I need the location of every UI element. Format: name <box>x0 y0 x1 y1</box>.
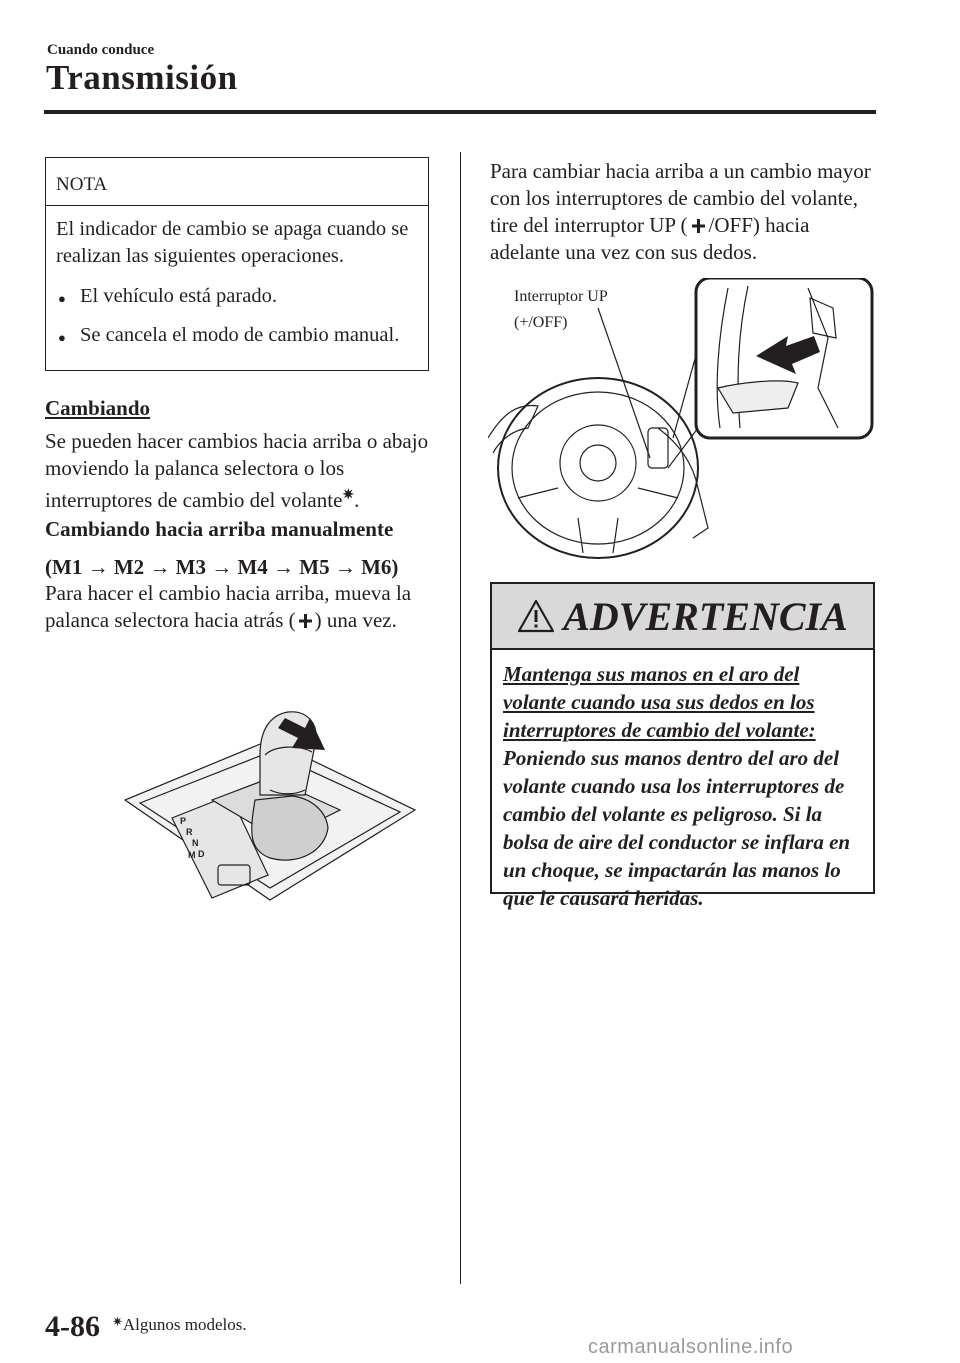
gear-selector-illustration <box>120 700 420 915</box>
plus-icon <box>299 614 312 628</box>
gear-letter: P <box>180 816 187 826</box>
gear-letter: M <box>188 850 196 860</box>
shift-text-end: ) una vez. <box>314 608 397 632</box>
gear-letter: D <box>198 849 205 859</box>
section-label: Cuando conduce <box>47 42 155 58</box>
note-heading: NOTA <box>46 158 428 206</box>
note-box <box>45 157 429 371</box>
note-bullet-text: Se cancela el modo de cambio manual. <box>80 324 400 346</box>
paddle-text: Para cambiar hacia arriba a un cambio mayor con los interruptores de cambio del volante, tire del interruptor UP ( <box>490 159 871 237</box>
column-divider <box>460 152 461 1284</box>
plus-icon <box>692 219 705 233</box>
footer-note-text: Algunos modelos. <box>122 1315 247 1334</box>
title-rule <box>44 110 876 114</box>
warning-box <box>490 582 875 910</box>
gear-letter: R <box>186 827 193 837</box>
warning-text: Poniendo sus manos dentro del aro del volante cuando usa los interruptores de cambio del volante es peligroso. Si la bolsa de aire del conductor se inflara en un choque, se impactarán las manos lo que le causará heridas. <box>503 746 851 910</box>
note-bullet <box>56 283 420 312</box>
watermark: carmanualsonline.info <box>588 1336 794 1358</box>
intro-paragraph <box>45 428 440 514</box>
steering-wheel-illustration <box>488 278 878 568</box>
note-bullet <box>56 322 420 351</box>
intro-end: . <box>354 488 360 512</box>
note-body <box>46 206 428 351</box>
paddle-paragraph <box>490 158 880 266</box>
warning-triangle-icon <box>517 599 555 633</box>
warning-underlined: Mantenga sus manos en el aro del volante cuando usa sus dedos en los interruptores de cambio del volante: <box>503 662 816 742</box>
bullet-dot-icon: ● <box>58 291 66 306</box>
page-number: 4-86 <box>45 1310 100 1343</box>
note-bullet-text: El vehículo está parado. <box>80 285 277 307</box>
subheading-manual: Cambiando hacia arriba manualmente <box>45 517 394 541</box>
intro-text: Se pueden hacer cambios hacia arriba o abajo moviendo la palanca selectora o los interruptores de cambio del volante <box>45 429 429 512</box>
page-title: Transmisión <box>46 58 238 97</box>
warning-header <box>492 584 873 650</box>
callout-label: Interruptor UP <box>514 288 608 305</box>
warning-title: ADVERTENCIA <box>563 593 848 639</box>
warning-body <box>492 650 873 912</box>
asterisk-icon: ✷ <box>342 488 355 503</box>
gear-letter: N <box>192 838 199 848</box>
heading-cambiando: Cambiando <box>45 396 151 420</box>
shift-paragraph <box>45 580 440 634</box>
shift-text: Para hacer el cambio hacia arriba, mueva la palanca selectora hacia atrás ( <box>45 581 412 632</box>
callout-label: (+/OFF) <box>514 314 568 331</box>
paddle-text-end: /OFF) hacia adelante una vez con sus dedos. <box>490 213 810 264</box>
asterisk-icon: ✷ <box>112 1314 123 1329</box>
bullet-dot-icon: ● <box>58 330 66 345</box>
note-intro: El indicador de cambio se apaga cuando se realizan las siguientes operaciones. <box>56 218 409 267</box>
footer-note <box>112 1314 247 1335</box>
gear-sequence: (M1 → M2 → M3 → M4 → M5 → M6) <box>45 555 399 579</box>
